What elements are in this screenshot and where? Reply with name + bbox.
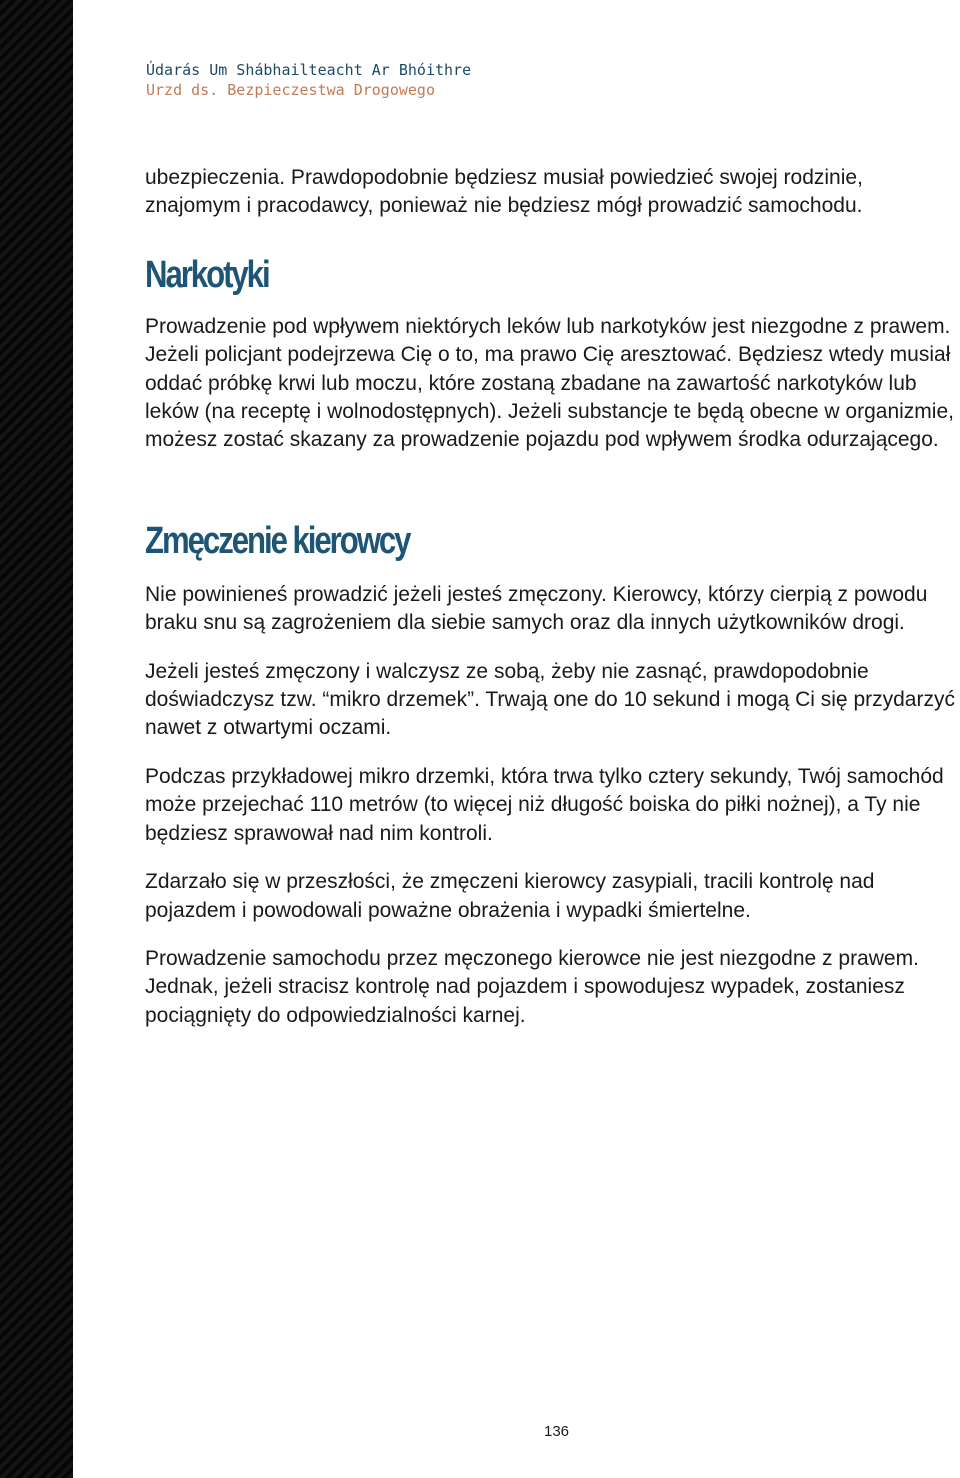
header-org-name-polish: Urzd ds. Bezpieczestwa Drogowego [146, 81, 435, 99]
fatigue-paragraph-5: Prowadzenie samochodu przez męczonego kierowce nie jest niezgodne z prawem. Jednak, jeżeli stracisz kontrolę nad pojazdem i spowodujesz wypadek, zostaniesz pociągnięty do odpowiedzialności karnej. [145, 946, 919, 1027]
fatigue-paragraph-3: Podczas przykładowej mikro drzemki, która trwa tylko cztery sekundy, Twój samochód może przejechać 110 metrów (to więcej niż długość boiska do piłki nożnej), a Ty nie będziesz sprawował nad nim kontroli. [145, 764, 944, 845]
header-org-name-irish: Údarás Um Shábhailteacht Ar Bhóithre [146, 61, 472, 79]
drugs-paragraph: Prowadzenie pod wpływem niektórych leków lub narkotyków jest niezgodne z prawem. Jeżeli policjant podejrzewa Cię o to, ma prawo Cię aresztować. Będziesz wtedy musiał oddać próbkę krwi lub moczu, które zostaną zbadane na zawartość narkotyków lub leków (na receptę i wolnodostępnych). Jeżeli substancje te będą obecne w organizmie, możesz zostać skazany za prowadzenie pojazdu pod wpływem środka odurzającego. [145, 314, 954, 452]
section-heading-drugs: Narkotyki [145, 253, 269, 296]
fatigue-paragraph-1: Nie powinieneś prowadzić jeżeli jesteś zmęczony. Kierowcy, którzy cierpią z powodu braku snu są zagrożeniem dla siebie samych oraz dla innych użytkowników drogi. [145, 582, 928, 635]
decorative-side-stripe [0, 0, 73, 1478]
page-number: 136 [543, 1423, 570, 1440]
fatigue-paragraph-4: Zdarzało się w przeszłości, że zmęczeni kierowcy zasypiali, tracili kontrolę nad pojazdem i powodowali poważne obrażenia i wypadki śmiertelne. [145, 870, 875, 922]
fatigue-paragraph-2: Jeżeli jesteś zmęczony i walczysz ze sobą, żeby nie zasnąć, prawdopodobnie doświadczysz tzw. “mikro drzemek”. Trwają one do 10 sekund i mogą Ci się przydarzyć nawet z otwartymi oczami. [145, 659, 955, 740]
page-header [146, 60, 471, 100]
section-heading-fatigue: Zmęczenie kierowcy [145, 519, 410, 562]
intro-paragraph: ubezpieczenia. Prawdopodobnie będziesz musiał powiedzieć swojej rodzinie, znajomym i pracodawcy, ponieważ nie będziesz mógł prowadzić samochodu. [145, 166, 863, 218]
main-content [145, 164, 960, 1030]
